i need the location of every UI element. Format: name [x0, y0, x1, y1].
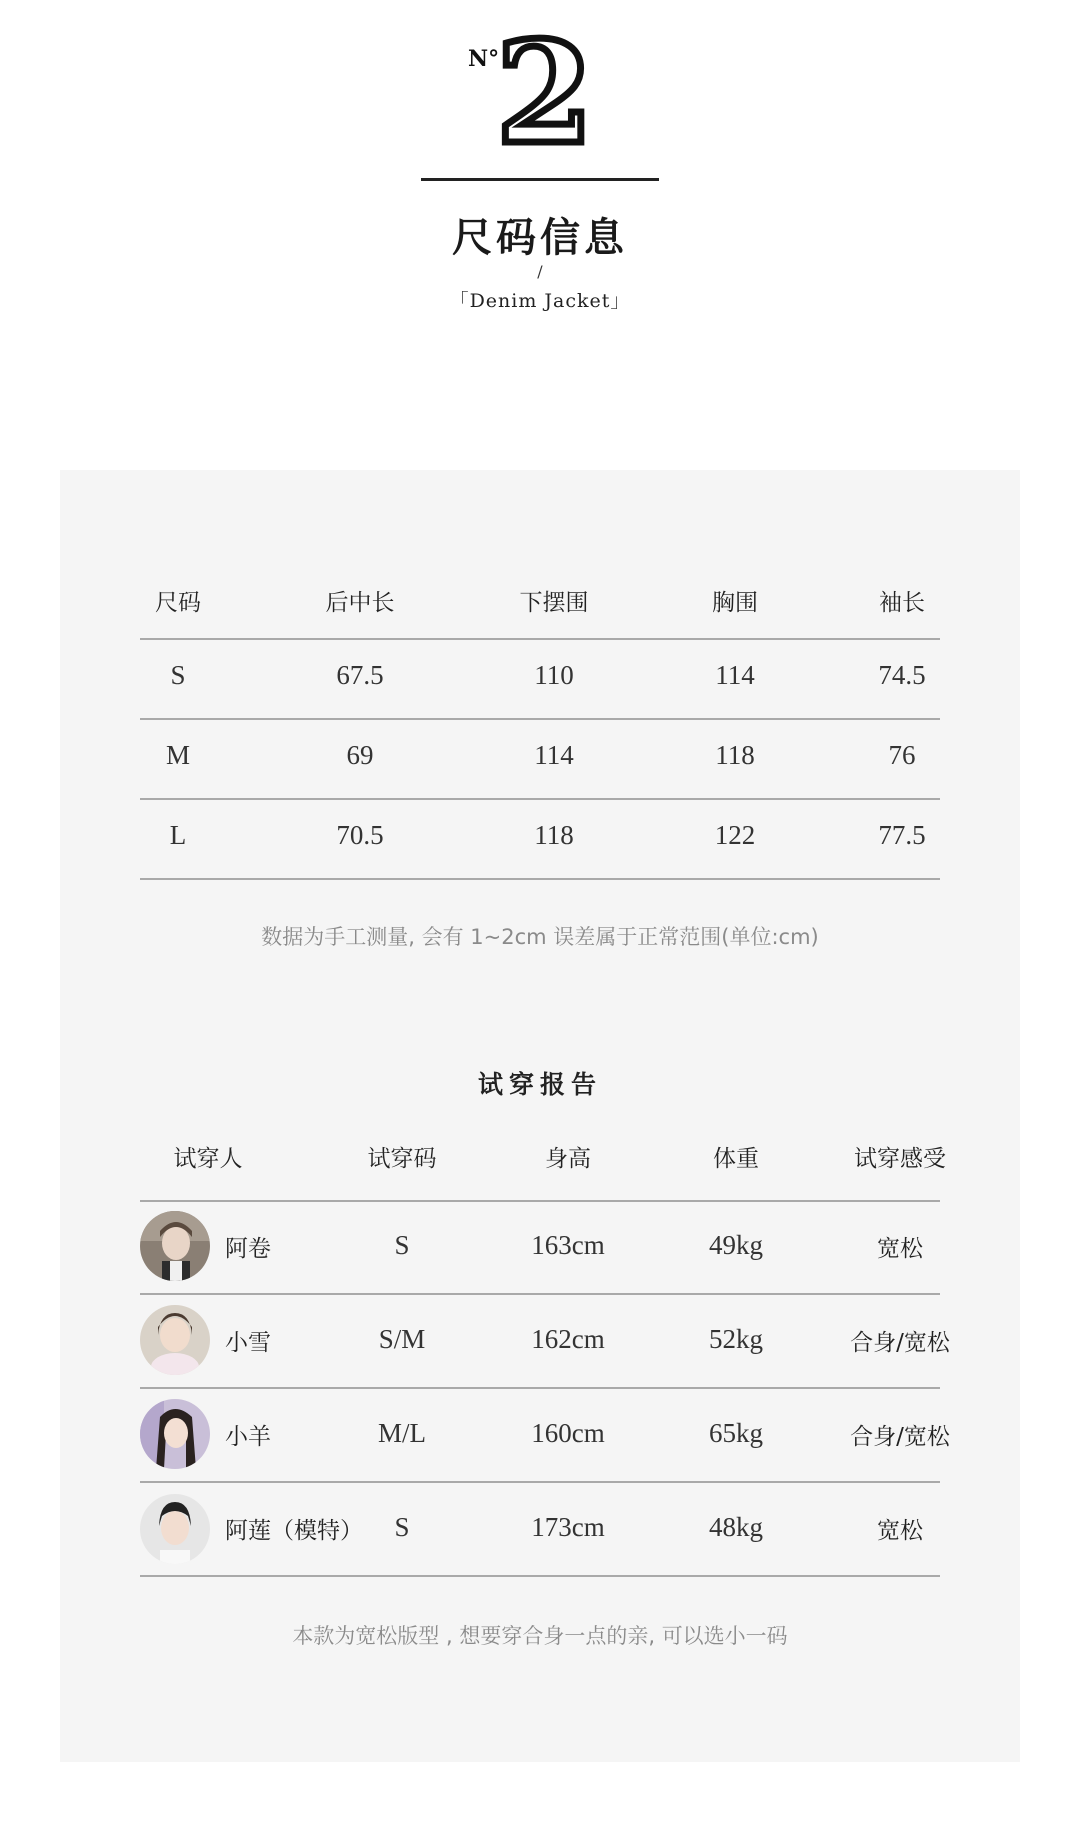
table-row: [140, 740, 940, 776]
cell-chest: 118: [715, 740, 755, 770]
table-divider: [140, 1481, 940, 1483]
number-prefix: N°: [468, 46, 500, 72]
table-divider: [140, 1293, 940, 1295]
cell-height: 160cm: [531, 1418, 605, 1448]
cell-height: 173cm: [531, 1512, 605, 1542]
table-row: [140, 820, 940, 856]
cell-sleeve: 77.5: [878, 820, 926, 850]
col-sleeve: 袖长: [879, 590, 925, 616]
col-hem: 下摆围: [519, 590, 589, 616]
cell-size: L: [169, 820, 187, 850]
col-feel: 试穿感受: [854, 1146, 946, 1172]
table-divider: [140, 1200, 940, 1202]
col-back-length: 后中长: [325, 590, 395, 616]
section-number-graphic: [490, 22, 600, 152]
cell-weight: 52kg: [709, 1324, 763, 1354]
table-row: [140, 1324, 950, 1360]
col-tried-size: 试穿码: [367, 1146, 437, 1172]
fit-report-title: 试穿报告: [477, 1070, 602, 1099]
cell-tried-size: S: [394, 1230, 410, 1260]
cell-chest: 122: [714, 820, 756, 850]
cell-hem: 118: [534, 820, 574, 850]
table-row: [140, 1418, 950, 1454]
cell-feel: 合身/宽松: [850, 1424, 950, 1450]
col-chest: 胸围: [712, 590, 758, 616]
table-divider: [140, 638, 940, 640]
measurement-note: 数据为手工测量, 会有 1~2cm 误差属于正常范围(单位:cm): [261, 925, 819, 949]
cell-back-length: 69: [346, 740, 374, 770]
table-row: [140, 1512, 940, 1548]
col-height: 身高: [545, 1146, 591, 1172]
table-divider: [140, 718, 940, 720]
table-divider: [140, 878, 940, 880]
cell-feel: 宽松: [877, 1236, 923, 1262]
tester-name: 小雪: [225, 1330, 271, 1356]
cell-size: M: [165, 740, 191, 770]
col-tester: 试穿人: [173, 1146, 243, 1172]
cell-height: 163cm: [531, 1230, 605, 1260]
header-divider: [421, 178, 659, 181]
cell-feel: 合身/宽松: [850, 1330, 950, 1356]
size-table-header: [140, 584, 940, 618]
section-number: 2: [496, 22, 594, 152]
cell-tried-size: S/M: [378, 1324, 426, 1354]
cell-chest: 114: [715, 660, 755, 690]
tester-name: 小羊: [225, 1424, 271, 1450]
cell-size: S: [170, 660, 186, 690]
table-divider: [140, 1575, 940, 1577]
col-weight: 体重: [713, 1146, 759, 1172]
cell-feel: 宽松: [877, 1518, 923, 1544]
cell-hem: 110: [534, 660, 574, 690]
col-size: 尺码: [155, 590, 201, 616]
cell-hem: 114: [534, 740, 574, 770]
table-divider: [140, 1387, 940, 1389]
cell-sleeve: 76: [888, 740, 916, 770]
tester-name: 阿卷: [225, 1236, 271, 1262]
cell-weight: 65kg: [709, 1418, 763, 1448]
table-row: [140, 660, 940, 696]
cell-weight: 49kg: [709, 1230, 763, 1260]
title-slash: /: [537, 262, 543, 281]
fit-table-header: [140, 1140, 946, 1174]
fit-note: 本款为宽松版型 , 想要穿合身一点的亲, 可以选小一码: [292, 1624, 788, 1648]
cell-sleeve: 74.5: [878, 660, 926, 690]
cell-height: 162cm: [531, 1324, 605, 1354]
page-title: 尺码信息: [452, 214, 628, 261]
table-row: [140, 1230, 940, 1266]
cell-back-length: 67.5: [336, 660, 384, 690]
tester-name: 阿莲（模特）: [225, 1518, 363, 1544]
table-divider: [140, 798, 940, 800]
cell-back-length: 70.5: [336, 820, 384, 850]
cell-weight: 48kg: [709, 1512, 763, 1542]
cell-tried-size: M/L: [377, 1418, 427, 1448]
page-subtitle: 「Denim Jacket」: [449, 290, 631, 312]
cell-tried-size: S: [394, 1512, 410, 1542]
